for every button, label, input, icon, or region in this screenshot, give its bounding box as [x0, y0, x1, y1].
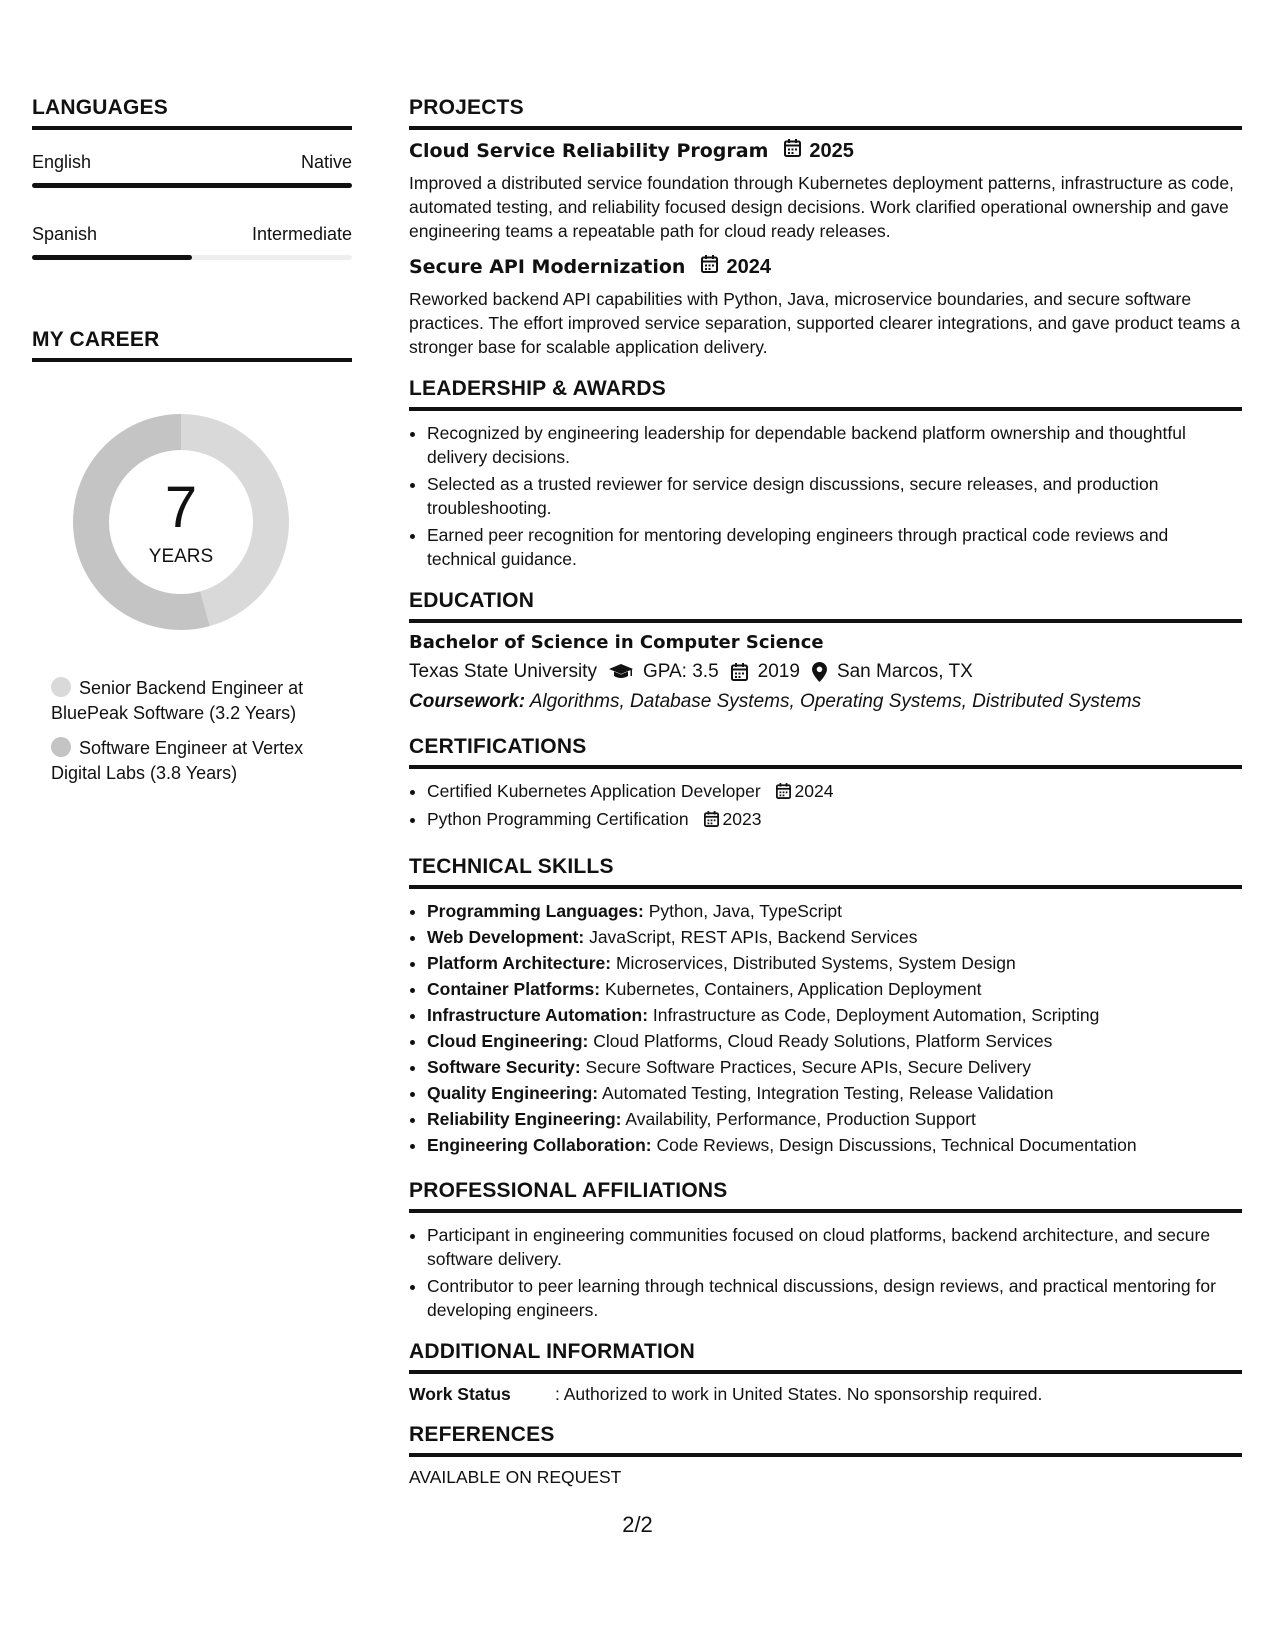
skill-label: Software Security: [427, 1057, 581, 1077]
project-year: 2025 [809, 139, 854, 162]
language-name: Spanish [32, 224, 98, 244]
career-total-years: 7 [164, 475, 198, 540]
language-item [32, 152, 352, 188]
language-proficiency-bar [32, 255, 352, 260]
projects-title: PROJECTS [409, 96, 1242, 130]
language-level: Native [300, 152, 352, 172]
career-title: MY CAREER [32, 328, 352, 362]
skill-value: Cloud Platforms, Cloud Ready Solutions, Platform Services [593, 1031, 1053, 1051]
references-text: AVAILABLE ON REQUEST [409, 1467, 622, 1487]
certification-year: 2024 [794, 781, 834, 801]
map-pin-icon [812, 662, 827, 682]
list-item [427, 1055, 1242, 1079]
skill-label: Reliability Engineering: [427, 1109, 622, 1129]
skill-value: Availability, Performance, Production Support [625, 1109, 976, 1129]
education-section [409, 589, 1242, 713]
certification-year: 2023 [722, 809, 762, 829]
skill-value: Infrastructure as Code, Deployment Automation, Scripting [652, 1005, 1100, 1025]
skill-label: Engineering Collaboration: [427, 1135, 652, 1155]
list-item [427, 951, 1242, 975]
skill-label: Infrastructure Automation: [427, 1005, 649, 1025]
education-school: Texas State University [409, 661, 597, 682]
certification-name: Python Programming Certification [427, 809, 689, 829]
skills-title: TECHNICAL SKILLS [409, 855, 1242, 889]
legend-label: Software Engineer at Vertex Digital Labs (3.8 Years) [51, 738, 304, 783]
skill-value: Automated Testing, Integration Testing, Release Validation [602, 1083, 1054, 1103]
calendar-icon [784, 139, 801, 163]
language-proficiency-bar [32, 183, 352, 188]
language-proficiency-fill [32, 183, 352, 188]
list-item: • Recognized by engineering leadership for dependable backend platform ownership and thoughtful delivery decisions. [427, 421, 1242, 469]
certifications-section [409, 735, 1242, 833]
list-item [427, 807, 1242, 833]
skill-value: Kubernetes, Containers, Application Deployment [604, 979, 982, 999]
certification-name: Certified Kubernetes Application Developer [427, 781, 761, 801]
education-coursework [409, 691, 1242, 713]
education-gpa: GPA: 3.5 [642, 661, 719, 682]
list-item [427, 1003, 1242, 1027]
skill-label: Cloud Engineering: [427, 1031, 589, 1051]
list-item: • Participant in engineering communities focused on cloud platforms, backend architecture, and secure software delivery. [427, 1223, 1242, 1271]
list-item [427, 1081, 1242, 1105]
career-donut-chart [65, 406, 297, 638]
list-item: • Selected as a trusted reviewer for service design discussions, secure releases, and production troubleshooting. [427, 472, 1242, 520]
legend-label: Senior Backend Engineer at BluePeak Software (3.2 Years) [51, 678, 304, 723]
skill-value: Code Reviews, Design Discussions, Technical Documentation [656, 1135, 1137, 1155]
project-name: Secure API Modernization [409, 256, 686, 278]
affiliations-title: PROFESSIONAL AFFILIATIONS [409, 1179, 1242, 1213]
coursework-label: Coursework: [409, 691, 526, 712]
list-item [427, 779, 1242, 805]
additional-title: ADDITIONAL INFORMATION [409, 1340, 1242, 1374]
skill-label: Container Platforms: [427, 979, 601, 999]
graduation-cap-icon [609, 663, 633, 681]
list-item [427, 899, 1242, 923]
career-legend-item [51, 736, 352, 786]
calendar-icon [776, 781, 791, 805]
certifications-title: CERTIFICATIONS [409, 735, 1242, 769]
project-name: Cloud Service Reliability Program [409, 140, 769, 162]
career-legend [32, 676, 352, 786]
education-location: San Marcos, TX [836, 661, 973, 682]
calendar-icon [704, 809, 719, 833]
education-degree: Bachelor of Science in Computer Science [409, 632, 824, 653]
page-number: 2/2 [622, 1512, 653, 1537]
legend-dot [51, 737, 71, 757]
skill-label: Quality Engineering: [427, 1083, 599, 1103]
list-item [427, 1029, 1242, 1053]
skill-label: Platform Architecture: [427, 953, 612, 973]
project-description: Improved a distributed service foundation through Kubernetes deployment patterns, infrastructure as code, automated testing, and reliability focused design decisions. Work clarified operational ownership and gave engineering teams a repeatable path for cloud ready releases. [409, 173, 1234, 241]
project-item [409, 139, 1242, 243]
leadership-title: LEADERSHIP & AWARDS [409, 377, 1242, 411]
skills-section [409, 855, 1242, 1157]
skill-value: JavaScript, REST APIs, Backend Services [589, 927, 918, 947]
leadership-section [409, 377, 1242, 571]
skill-value: Python, Java, TypeScript [648, 901, 842, 921]
skill-label: Programming Languages: [427, 901, 644, 921]
language-item [32, 224, 352, 260]
list-item [427, 977, 1242, 1001]
skill-value: Secure Software Practices, Secure APIs, Secure Delivery [585, 1057, 1031, 1077]
list-item [427, 925, 1242, 949]
affiliations-section [409, 1179, 1242, 1322]
coursework-value: Algorithms, Database Systems, Operating Systems, Distributed Systems [529, 691, 1142, 712]
project-year: 2024 [726, 255, 771, 278]
legend-dot [51, 677, 71, 697]
project-item [409, 255, 1242, 359]
additional-section [409, 1340, 1242, 1405]
language-level: Intermediate [251, 224, 352, 244]
references-section [409, 1423, 1242, 1488]
list-item: • Contributor to peer learning through technical discussions, design reviews, and practical mentoring for developing engineers. [427, 1274, 1242, 1322]
references-title: REFERENCES [409, 1423, 1242, 1457]
left-column [32, 96, 352, 796]
list-item: • Earned peer recognition for mentoring developing engineers through practical code reviews and technical guidance. [427, 523, 1242, 571]
career-legend-item [51, 676, 352, 726]
work-status-label: Work Status [409, 1384, 511, 1404]
right-column [409, 96, 1242, 1488]
list-item [427, 1133, 1242, 1157]
calendar-icon [701, 255, 718, 279]
education-year: 2019 [757, 661, 800, 682]
skill-label: Web Development: [427, 927, 585, 947]
language-name: English [32, 152, 92, 172]
calendar-icon [731, 663, 748, 681]
skill-value: Microservices, Distributed Systems, System Design [615, 953, 1016, 973]
education-title: EDUCATION [409, 589, 1242, 623]
language-proficiency-fill [32, 255, 192, 260]
work-status-value: : Authorized to work in United States. No sponsorship required. [555, 1384, 1043, 1404]
career-total-unit: YEARS [148, 546, 214, 567]
project-description: Reworked backend API capabilities with Python, Java, microservice boundaries, and secure software practices. The effort improved service separation, supported clearer integrations, and gave product teams a stronger base for scalable application delivery. [409, 289, 1241, 357]
languages-title: LANGUAGES [32, 96, 352, 130]
list-item [427, 1107, 1242, 1131]
